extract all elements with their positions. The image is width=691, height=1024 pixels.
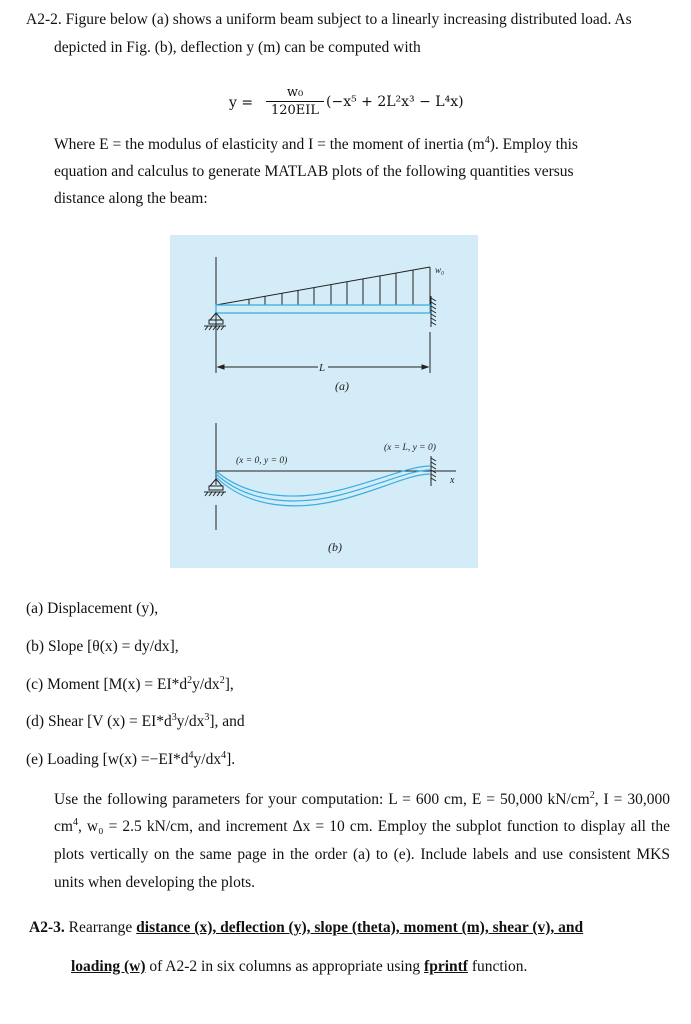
a23-emphasis: distance (x), deflection (y), slope (theta), moment (m), shear (v), and	[136, 919, 584, 936]
item-text: y/dx	[193, 751, 222, 768]
superscript: 3	[171, 712, 177, 723]
list-item	[26, 712, 245, 732]
params-line2	[54, 817, 670, 837]
list-item	[26, 675, 234, 695]
item-text: ],	[224, 676, 234, 693]
list-item	[26, 750, 235, 770]
equation-fraction	[266, 84, 324, 120]
a23-emphasis: fprintf	[424, 958, 468, 975]
boundary-condition-left: (x = 0, y = 0)	[236, 456, 288, 466]
problem-intro-line1: A2-2. Figure below (a) shows a uniform beam subject to a linearly increasing distributed load. As	[26, 11, 632, 28]
a23-line2	[71, 957, 527, 977]
equation-lhs: y =	[229, 95, 254, 111]
item-text: ], and	[209, 713, 245, 730]
params-line1	[54, 790, 670, 810]
params-text: , w₀ = 2.5 kN/cm, and increment Δx = 10 cm. Employ the subplot function to display all the	[77, 818, 670, 835]
problem-intro-line2: depicted in Fig. (b), deflection y (m) can be computed with	[54, 39, 421, 56]
caption-b: (b)	[328, 540, 342, 554]
list-item	[26, 637, 179, 657]
a23-text: of A2-2 in six columns as appropriate using	[145, 958, 425, 975]
where-line3: distance along the beam:	[54, 190, 208, 207]
params-line3: plots vertically on the same page in the order (a) to (e). Include labels and use consistent MKS	[54, 846, 670, 863]
superscript: 2	[219, 675, 225, 686]
x-axis-label: x	[450, 475, 455, 486]
params-text: cm	[54, 818, 73, 835]
caption-a: (a)	[335, 379, 349, 393]
item-text: (d) Shear [V (x) = EI*d	[26, 713, 172, 730]
item-text: (a) Displacement (y),	[26, 600, 159, 617]
boundary-condition-right: (x = L, y = 0)	[384, 443, 436, 453]
length-label: L	[319, 362, 326, 374]
item-text: (b) Slope [θ(x) = dy/dx],	[26, 638, 179, 655]
w0-label: w₀	[435, 265, 445, 275]
a23-emphasis: loading (w)	[71, 958, 146, 975]
problem-label: A2-3.	[29, 919, 65, 936]
beam-figure	[170, 235, 478, 568]
params-text: , I = 30,000	[594, 791, 670, 808]
where-line2: equation and calculus to generate MATLAB plots of the following quantities versus	[54, 163, 574, 180]
a23-text: Rearrange	[64, 919, 137, 936]
params-text: Use the following parameters for your computation: L = 600 cm, E = 50,000 kN/cm	[54, 791, 590, 808]
equation-rhs: (−x⁵ + 2L²x³ − L⁴x)	[326, 94, 464, 110]
item-text: y/dx	[176, 713, 205, 730]
superscript: 4	[221, 750, 227, 761]
superscript: 3	[204, 712, 210, 723]
where-line1	[54, 135, 578, 155]
superscript: 2	[589, 790, 595, 801]
equation-numerator: w₀	[266, 84, 324, 102]
item-text: (c) Moment [M(x) = EI*d	[26, 676, 188, 693]
params-line4: units when developing the plots.	[54, 874, 256, 891]
where-text: Where E = the modulus of elasticity and I = the moment of inertia (m	[54, 136, 485, 153]
a23-text: function.	[467, 958, 528, 975]
item-text: (e) Loading [w(x) =−EI*d	[26, 751, 189, 768]
list-item	[26, 599, 158, 619]
equation-denominator: 120EIL	[270, 103, 320, 118]
superscript: 4	[188, 750, 194, 761]
superscript: 4	[72, 817, 78, 828]
superscript: 2	[187, 675, 193, 686]
item-text: y/dx	[192, 676, 220, 693]
a23-line1	[29, 918, 583, 938]
where-text: ). Employ this	[489, 136, 578, 153]
superscript: 4	[484, 135, 490, 146]
item-text: ].	[226, 751, 236, 768]
